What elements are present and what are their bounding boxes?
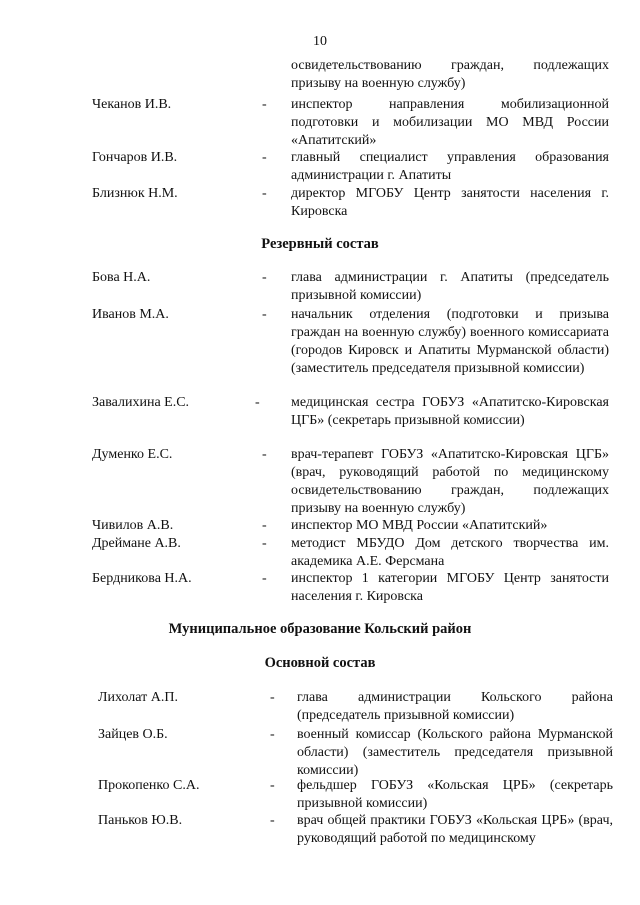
member-name: Близнюк Н.М. (92, 186, 178, 201)
dash: - (270, 727, 275, 742)
member-name: Думенко Е.С. (92, 447, 173, 462)
member-name: Бердникова Н.А. (92, 571, 192, 586)
member-position: врач общей практики ГОБУЗ «Кольская ЦРБ» (врач, руководящий работой по медицинскому (297, 813, 613, 846)
section-heading-municipality: Муниципальное образование Кольский район (168, 621, 472, 637)
member-name: Завалихина Е.С. (92, 395, 190, 410)
dash: - (262, 536, 267, 551)
dash: - (262, 97, 267, 112)
dash: - (262, 270, 267, 285)
member-position: инспектор направления мобилизационной подготовки и мобилизации МО МВД России «Апатитский» (291, 97, 609, 148)
dash: - (262, 447, 267, 462)
member-position: глава администрации Кольского района (председатель призывной комиссии) (297, 690, 613, 723)
member-name: Прокопенко С.А. (98, 778, 200, 793)
member-name: Зайцев О.Б. (98, 727, 168, 742)
member-position: начальник отделения (подготовки и призыва граждан на военную службу) военного комиссариата (городов Кировск и Апатиты Мурманской области) (заместитель председателя призывной комиссии) (291, 307, 609, 376)
dash: - (270, 778, 275, 793)
member-position: врач-терапевт ГОБУЗ «Апатитско-Кировская ЦГБ» (врач, руководящий работой по медицинскому освидетельствованию граждан, подлежащих призыву на военную службу) (291, 447, 609, 516)
dash: - (262, 186, 267, 201)
dash: - (262, 150, 267, 165)
continuation-text: освидетельствованию граждан, подлежащих призыву на военную службу) (291, 58, 609, 91)
member-name: Паньков Ю.В. (98, 813, 183, 828)
dash: - (262, 307, 267, 322)
section-heading-main: Основной состав (264, 655, 376, 671)
member-position: главный специалист управления образования администрации г. Апатиты (291, 150, 609, 183)
dash: - (262, 518, 267, 533)
member-position: глава администрации г. Апатиты (председатель призывной комиссии) (291, 270, 609, 303)
dash: - (270, 690, 275, 705)
member-name: Чивилов А.В. (92, 518, 174, 533)
member-name: Лихолат А.П. (98, 690, 178, 705)
member-position: фельдшер ГОБУЗ «Кольская ЦРБ» (секретарь призывной комиссии) (297, 778, 613, 811)
member-name: Гончаров И.В. (92, 150, 178, 165)
member-name: Иванов М.А. (92, 307, 169, 322)
dash: - (270, 813, 275, 828)
section-heading-reserve: Резервный состав (261, 236, 379, 252)
dash: - (255, 395, 260, 410)
member-position: медицинская сестра ГОБУЗ «Апатитско-Кировская ЦГБ» (секретарь призывной комиссии) (291, 395, 609, 428)
member-name: Бова Н.А. (92, 270, 151, 285)
member-position: военный комиссар (Кольского района Мурманской области) (заместитель председателя призывной комиссии) (297, 727, 613, 778)
member-name: Чеканов И.В. (92, 97, 172, 112)
member-name: Дреймане А.В. (92, 536, 181, 551)
member-position: инспектор 1 категории МГОБУ Центр занятости населения г. Кировска (291, 571, 609, 604)
member-position: методист МБУДО Дом детского творчества им. академика А.Е. Ферсмана (291, 536, 609, 569)
dash: - (262, 571, 267, 586)
member-position: инспектор МО МВД России «Апатитский» (291, 518, 548, 533)
member-position: директор МГОБУ Центр занятости населения г. Кировска (291, 186, 609, 219)
page-number: 10 (313, 34, 327, 49)
